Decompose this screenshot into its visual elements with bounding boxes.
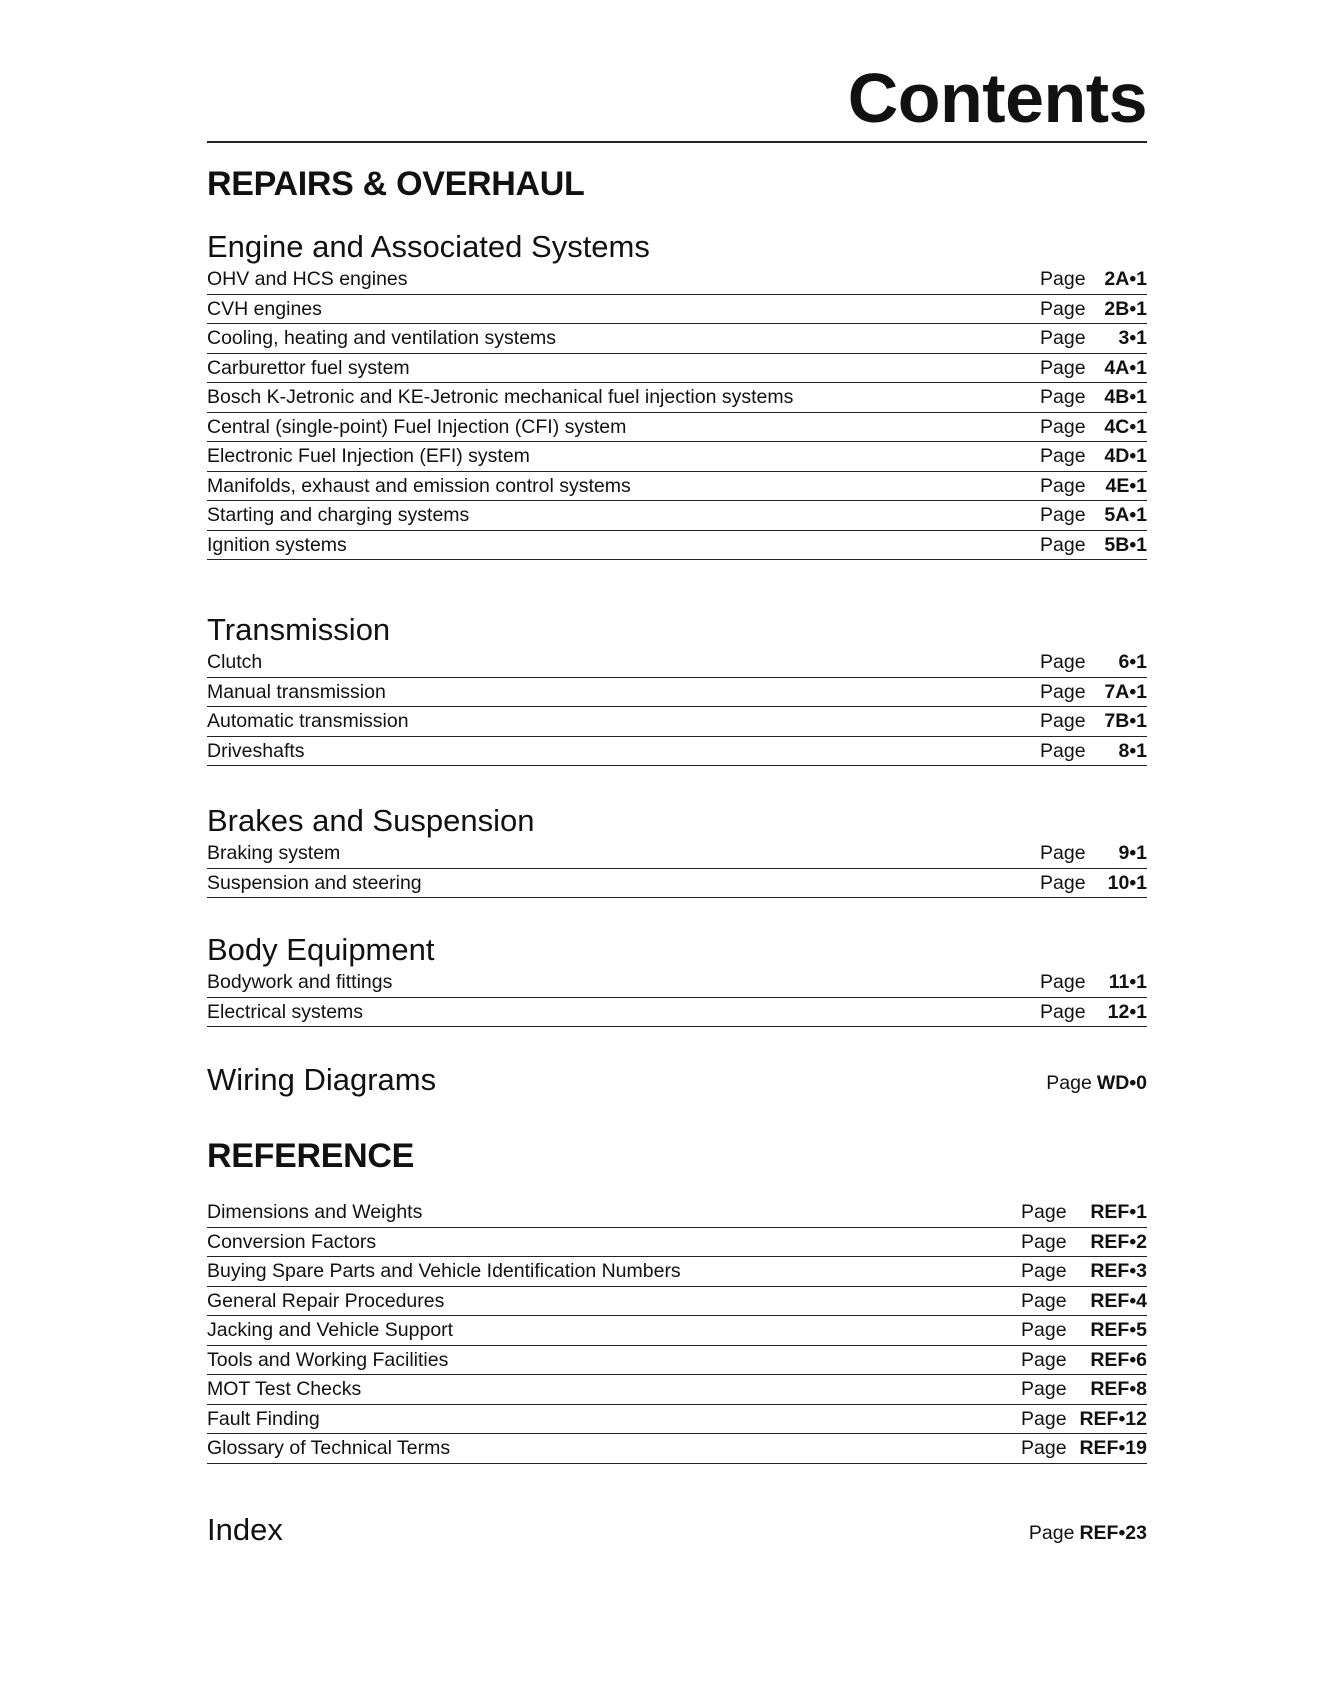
page-label: Page bbox=[1021, 1319, 1067, 1341]
entry-title: Carburettor fuel system bbox=[207, 356, 410, 379]
toc-row[interactable] bbox=[207, 295, 1147, 325]
entry-title: Clutch bbox=[207, 651, 263, 673]
page-label: Page bbox=[1040, 533, 1086, 556]
page-number: REF•1 bbox=[1090, 1201, 1147, 1223]
page-label: Page bbox=[1021, 1407, 1067, 1430]
page-label: Page bbox=[1040, 842, 1086, 864]
section-heading-brakes: Brakes and Suspension bbox=[207, 803, 535, 838]
page-number: WD•0 bbox=[1096, 1072, 1147, 1094]
toc-row[interactable] bbox=[207, 707, 1147, 737]
page-number: 4B•1 bbox=[1104, 386, 1147, 408]
page-label: Page bbox=[1040, 415, 1086, 438]
entry-title: Manifolds, exhaust and emission control systems bbox=[207, 474, 631, 497]
toc-row[interactable] bbox=[207, 1375, 1147, 1405]
entry-title: Cooling, heating and ventilation systems bbox=[207, 327, 557, 349]
page-number: 5B•1 bbox=[1104, 533, 1147, 556]
page-label: Page bbox=[1040, 710, 1086, 732]
toc-row[interactable] bbox=[207, 354, 1147, 384]
page-label: Page bbox=[1040, 651, 1086, 673]
entry-title: CVH engines bbox=[207, 297, 322, 320]
page-label: Page bbox=[1040, 680, 1086, 703]
page-number: REF•23 bbox=[1079, 1522, 1147, 1544]
entry-title: Bodywork and fittings bbox=[207, 971, 393, 993]
page-number: REF•5 bbox=[1090, 1319, 1147, 1341]
section-heading-index[interactable]: Index bbox=[207, 1512, 283, 1547]
index-page-ref bbox=[1029, 1522, 1147, 1544]
page-label: Page bbox=[1040, 739, 1086, 762]
toc-row[interactable] bbox=[207, 737, 1147, 767]
page-label: Page bbox=[1040, 504, 1086, 526]
entry-title: Bosch K-Jetronic and KE-Jetronic mechanical fuel injection systems bbox=[207, 386, 794, 408]
page-label: Page bbox=[1040, 386, 1086, 408]
toc-row[interactable] bbox=[207, 1228, 1147, 1258]
entry-title: Glossary of Technical Terms bbox=[207, 1437, 451, 1459]
page-label: Page bbox=[1040, 297, 1086, 320]
entry-title: Electronic Fuel Injection (EFI) system bbox=[207, 445, 530, 467]
page-title: Contents bbox=[847, 59, 1147, 137]
page-number: REF•2 bbox=[1090, 1230, 1147, 1253]
page-number: REF•8 bbox=[1090, 1378, 1147, 1400]
entry-title: Jacking and Vehicle Support bbox=[207, 1319, 454, 1341]
page-number: 4A•1 bbox=[1104, 356, 1147, 379]
section-heading-body: Body Equipment bbox=[207, 932, 435, 967]
page-label: Page bbox=[1021, 1348, 1067, 1371]
page-number: 2B•1 bbox=[1104, 297, 1147, 320]
toc-list-reference bbox=[207, 1198, 1147, 1464]
toc-list-body bbox=[207, 968, 1147, 1027]
page-label: Page bbox=[1021, 1437, 1067, 1459]
page-label: Page bbox=[1040, 268, 1086, 290]
toc-list-engine bbox=[207, 265, 1147, 560]
toc-row[interactable] bbox=[207, 648, 1147, 678]
entry-title: Automatic transmission bbox=[207, 710, 409, 732]
entry-title: Fault Finding bbox=[207, 1407, 320, 1430]
page-number: 4D•1 bbox=[1104, 445, 1147, 467]
toc-row[interactable] bbox=[207, 324, 1147, 354]
toc-row[interactable] bbox=[207, 383, 1147, 413]
toc-row[interactable] bbox=[207, 1287, 1147, 1317]
page-number: 10•1 bbox=[1107, 871, 1147, 894]
page-label: Page bbox=[1040, 356, 1086, 379]
entry-title: Driveshafts bbox=[207, 739, 305, 762]
page-number: 8•1 bbox=[1118, 739, 1147, 762]
toc-row[interactable] bbox=[207, 265, 1147, 295]
page-number: 3•1 bbox=[1118, 327, 1147, 349]
toc-row[interactable] bbox=[207, 472, 1147, 502]
toc-row[interactable] bbox=[207, 1434, 1147, 1464]
page-number: 7A•1 bbox=[1104, 680, 1147, 703]
page-label: Page bbox=[1046, 1072, 1092, 1094]
toc-row[interactable] bbox=[207, 1257, 1147, 1287]
entry-title: Suspension and steering bbox=[207, 871, 422, 894]
toc-row[interactable] bbox=[207, 501, 1147, 531]
wiring-page-ref bbox=[1046, 1072, 1147, 1094]
toc-row[interactable] bbox=[207, 998, 1147, 1028]
entry-title: Dimensions and Weights bbox=[207, 1201, 423, 1223]
page-label: Page bbox=[1040, 871, 1086, 894]
entry-title: Electrical systems bbox=[207, 1000, 364, 1023]
toc-row[interactable] bbox=[207, 531, 1147, 561]
page-number: REF•12 bbox=[1079, 1407, 1147, 1430]
toc-row[interactable] bbox=[207, 413, 1147, 443]
toc-list-transmission bbox=[207, 648, 1147, 766]
page-label: Page bbox=[1040, 1000, 1086, 1023]
page-label: Page bbox=[1021, 1201, 1067, 1223]
section-heading-engine: Engine and Associated Systems bbox=[207, 229, 650, 264]
entry-title: MOT Test Checks bbox=[207, 1378, 362, 1400]
entry-title: Starting and charging systems bbox=[207, 504, 470, 526]
page-number: 7B•1 bbox=[1104, 710, 1147, 732]
title-block bbox=[207, 58, 1147, 143]
page-number: 12•1 bbox=[1107, 1000, 1147, 1023]
page-label: Page bbox=[1028, 1522, 1075, 1544]
toc-list-brakes bbox=[207, 839, 1147, 898]
page-label: Page bbox=[1040, 971, 1086, 993]
section-heading-transmission: Transmission bbox=[207, 612, 391, 647]
page-label: Page bbox=[1040, 445, 1086, 467]
toc-row[interactable] bbox=[207, 1346, 1147, 1376]
toc-row[interactable] bbox=[207, 869, 1147, 899]
page-number: 4C•1 bbox=[1104, 415, 1147, 438]
page-number: REF•3 bbox=[1090, 1260, 1147, 1282]
page-number: REF•4 bbox=[1090, 1289, 1147, 1312]
entry-title: Buying Spare Parts and Vehicle Identification Numbers bbox=[207, 1260, 681, 1282]
toc-row[interactable] bbox=[207, 839, 1147, 869]
toc-row[interactable] bbox=[207, 1316, 1147, 1346]
page-number: REF•19 bbox=[1079, 1437, 1147, 1459]
toc-row[interactable] bbox=[207, 442, 1147, 472]
page-number: 2A•1 bbox=[1104, 268, 1147, 290]
page-number: REF•6 bbox=[1090, 1348, 1147, 1371]
page-number: 5A•1 bbox=[1104, 504, 1147, 526]
entry-title: Conversion Factors bbox=[207, 1230, 377, 1253]
page-number: 9•1 bbox=[1118, 842, 1147, 864]
page-label: Page bbox=[1021, 1230, 1067, 1253]
entry-title: Central (single-point) Fuel Injection (CFI) system bbox=[207, 415, 627, 438]
entry-title: Ignition systems bbox=[207, 533, 347, 556]
page-number: 6•1 bbox=[1118, 651, 1147, 673]
entry-title: OHV and HCS engines bbox=[207, 268, 408, 290]
toc-row[interactable] bbox=[207, 1405, 1147, 1435]
section-heading-wiring[interactable]: Wiring Diagrams bbox=[207, 1062, 437, 1097]
toc-row[interactable] bbox=[207, 1198, 1147, 1228]
page-label: Page bbox=[1040, 474, 1086, 497]
repairs-heading: REPAIRS & OVERHAUL bbox=[207, 165, 585, 203]
page-number: 11•1 bbox=[1108, 971, 1147, 993]
toc-row[interactable] bbox=[207, 678, 1147, 708]
entry-title: Tools and Working Facilities bbox=[207, 1348, 449, 1371]
page-label: Page bbox=[1021, 1378, 1067, 1400]
page-label: Page bbox=[1040, 327, 1086, 349]
entry-title: Braking system bbox=[207, 842, 341, 864]
page-number: 4E•1 bbox=[1105, 474, 1147, 497]
entry-title: Manual transmission bbox=[207, 680, 386, 703]
page-label: Page bbox=[1021, 1289, 1067, 1312]
toc-row[interactable] bbox=[207, 968, 1147, 998]
entry-title: General Repair Procedures bbox=[207, 1289, 445, 1312]
page-label: Page bbox=[1021, 1260, 1067, 1282]
reference-heading: REFERENCE bbox=[207, 1137, 414, 1175]
